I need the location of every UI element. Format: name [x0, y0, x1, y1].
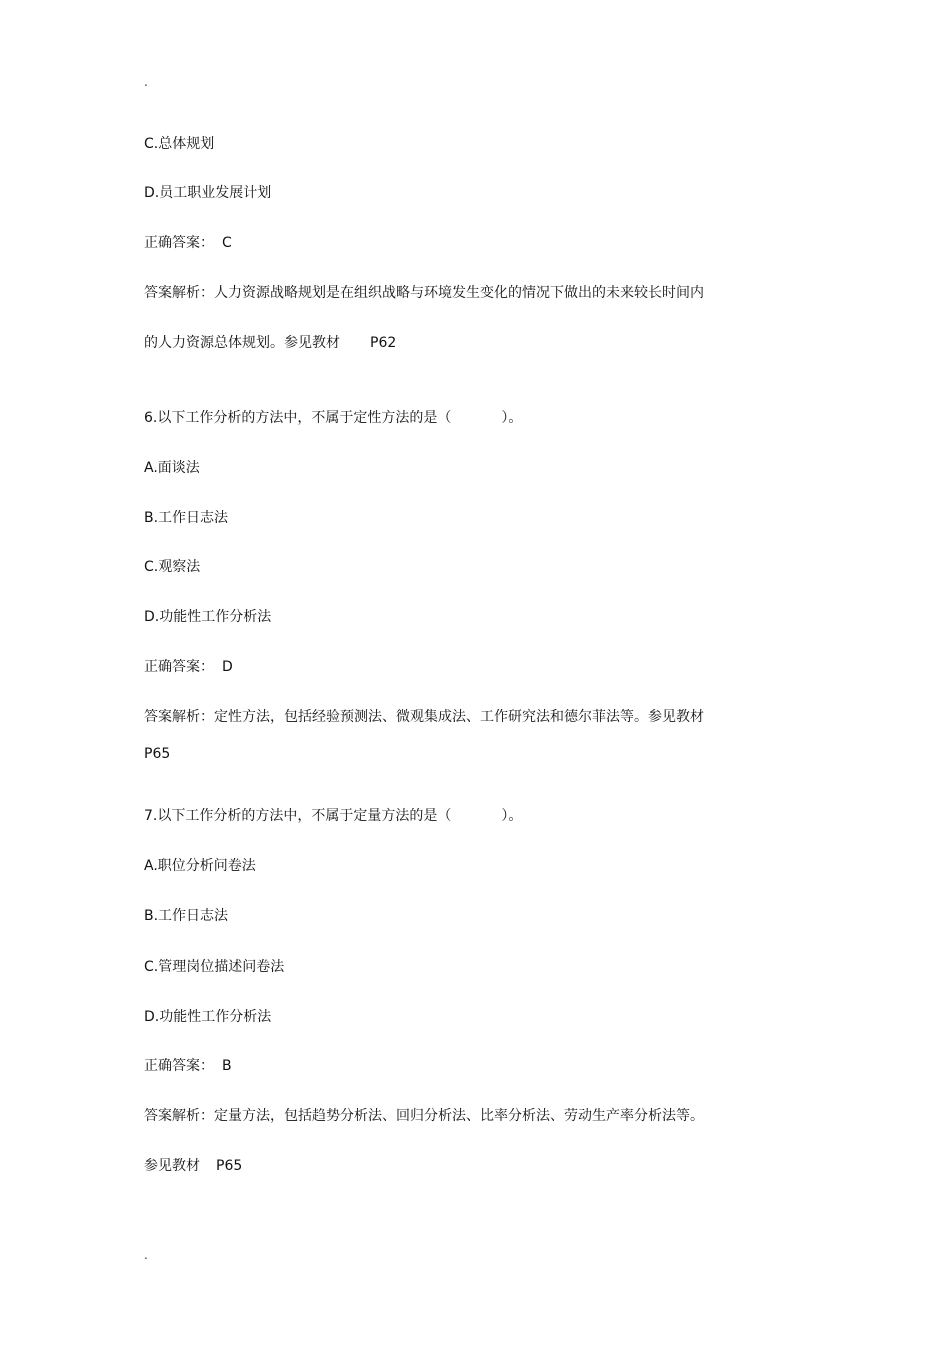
q7-option-c: C.管理岗位描述问卷法: [144, 959, 285, 975]
q7-question-end: ）。: [501, 808, 523, 824]
q7-question-text: 7.以下工作分析的方法中，不属于定量方法的是（: [144, 808, 452, 824]
q6-question-end: ）。: [501, 410, 523, 426]
q6-option-c: C.观察法: [144, 559, 201, 575]
q5-answer-value: C: [222, 235, 232, 251]
q7-option-b: B.工作日志法: [144, 908, 229, 924]
q6-question-text: 6.以下工作分析的方法中，不属于定性方法的是（: [144, 410, 452, 426]
q7-explanation-line2: [144, 1157, 242, 1175]
q6-option-b: B.工作日志法: [144, 510, 229, 526]
q6-explanation-line2: P65: [144, 746, 171, 762]
q5-explanation-ref: P62: [370, 335, 397, 351]
q6-explanation-line1: 答案解析：定性方法，包括经验预测法、微观集成法、工作研究法和德尔菲法等。参见教材: [144, 709, 704, 725]
q7-explanation-line1: 答案解析：定量方法，包括趋势分析法、回归分析法、比率分析法、劳动生产率分析法等。: [144, 1108, 704, 1124]
q6-option-d: D.功能性工作分析法: [144, 609, 272, 625]
q6-answer-value: D: [222, 659, 233, 675]
q7-answer-value: B: [222, 1058, 232, 1074]
q5-option-c: C.总体规划: [144, 136, 215, 152]
q6-answer-label: 正确答案：: [144, 659, 214, 675]
q7-explanation-ref: P65: [216, 1158, 243, 1174]
q5-explanation-line2: [144, 334, 396, 352]
q7-option-a: A.职位分析问卷法: [144, 858, 256, 874]
q7-option-d: D.功能性工作分析法: [144, 1009, 272, 1025]
q6-option-a: A.面谈法: [144, 460, 200, 476]
q5-option-d: D.员工职业发展计划: [144, 185, 272, 201]
page-footer-mark: .: [144, 1248, 148, 1262]
q5-answer-label: 正确答案：: [144, 235, 214, 251]
q7-answer-label: 正确答案：: [144, 1058, 214, 1074]
q5-explanation-line1: 答案解析：人力资源战略规划是在组织战略与环境发生变化的情况下做出的未来较长时间内: [144, 285, 704, 301]
q5-answer: [144, 234, 232, 252]
page-header-mark: .: [144, 75, 148, 89]
q6-answer: [144, 658, 233, 676]
q7-question: [144, 807, 522, 825]
q6-question: [144, 409, 522, 427]
q7-explanation-text: 参见教材: [144, 1158, 200, 1174]
q7-answer: [144, 1057, 232, 1075]
q5-explanation-text: 的人力资源总体规划。参见教材: [144, 335, 340, 351]
